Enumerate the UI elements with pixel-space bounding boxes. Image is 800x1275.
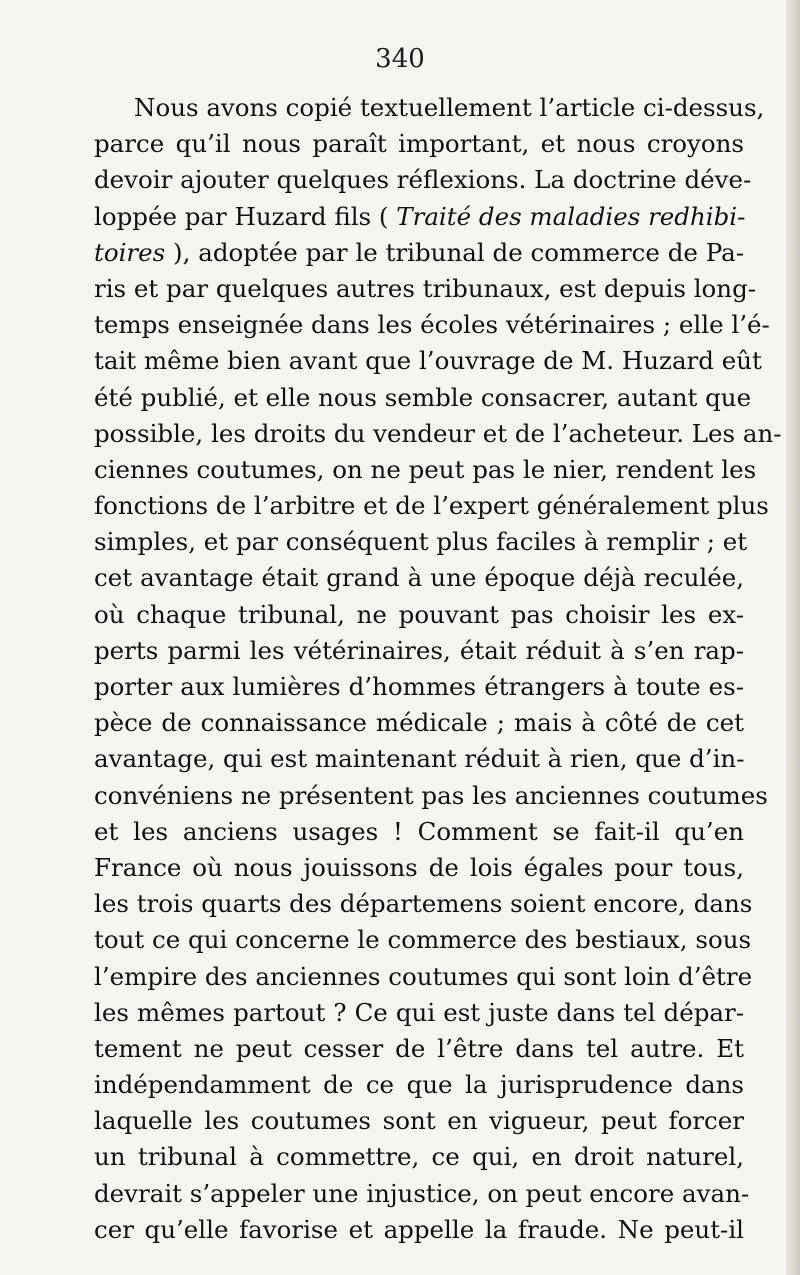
page-edge-shadow xyxy=(786,0,800,1275)
text-line: indépendamment de ce que la jurisprudence dans xyxy=(94,1070,744,1100)
body-text xyxy=(94,90,782,1248)
text-line: un tribunal à commettre, ce qui, en droit naturel, xyxy=(94,1142,744,1172)
text-line: ris et par quelques autres tribunaux, est depuis long- xyxy=(94,273,757,303)
text-line: Nous avons copié textuellement l’article ci-dessus, xyxy=(134,93,765,122)
page-number: 340 xyxy=(375,44,425,74)
text-line: où chaque tribunal, ne pouvant pas choisir les ex- xyxy=(94,599,744,629)
text-line: cet avantage était grand à une époque déjà reculée, xyxy=(94,563,744,593)
text-line: convéniens ne présentent pas les anciennes coutumes xyxy=(94,780,768,810)
text-line: parce qu’il nous paraît important, et nous croyons xyxy=(94,129,744,159)
text-line: les mêmes partout ? Ce qui est juste dans tel dépar- xyxy=(94,997,744,1027)
text-line: ciennes coutumes, on ne peut pas le nier, rendent les xyxy=(94,454,757,484)
text-line: les trois quarts des départemens soient encore, dans xyxy=(94,889,753,919)
text-line: été publié, et elle nous semble consacrer, autant que xyxy=(94,382,752,412)
text-line: temps enseignée dans les écoles vétérinaires ; elle l’é- xyxy=(94,310,770,340)
text-line-with-italic-title xyxy=(94,199,744,235)
text-line: l’empire des anciennes coutumes qui sont loin d’être xyxy=(94,961,753,991)
text-line: possible, les droits du vendeur et de l’acheteur. Les an- xyxy=(94,418,782,448)
text-line: France où nous jouissons de lois égales pour tous, xyxy=(94,852,744,882)
text-fragment: loppée par Huzard fils ( xyxy=(94,201,397,231)
text-line: perts parmi les vétérinaires, était réduit à s’en rap- xyxy=(94,635,744,665)
text-line: laquelle les coutumes sont en vigueur, peut forcer xyxy=(94,1106,744,1136)
text-line: tement ne peut cesser de l’être dans tel autre. Et xyxy=(94,1033,744,1063)
text-line: simples, et par conséquent plus faciles à remplir ; et xyxy=(94,527,748,557)
text-line: fonctions de l’arbitre et de l’expert généralement plus xyxy=(94,491,769,521)
book-title-italic: toires xyxy=(94,237,166,267)
text-line: pèce de connaissance médicale ; mais à côté de cet xyxy=(94,708,744,738)
text-line: avantage, qui est maintenant réduit à rien, que d’in- xyxy=(94,744,745,774)
text-line: devrait s’appeler une injustice, on peut encore avan- xyxy=(94,1178,750,1208)
text-fragment: ), adoptée par le tribunal de commerce de Pa- xyxy=(165,237,744,267)
text-line: devoir ajouter quelques réflexions. La doctrine déve- xyxy=(94,165,752,195)
book-title-italic: Traité des maladies redhibi- xyxy=(396,201,746,231)
text-line: tait même bien avant que l’ouvrage de M. Huzard eût xyxy=(94,346,762,376)
text-line: et les anciens usages ! Comment se fait-il qu’en xyxy=(94,816,744,846)
text-line: tout ce qui concerne le commerce des bestiaux, sous xyxy=(94,925,752,955)
text-line: cer qu’elle favorise et appelle la fraude. Ne peut-il xyxy=(94,1214,744,1244)
text-line: porter aux lumières d’hommes étrangers à toute es- xyxy=(94,672,744,701)
text-line-with-italic-title xyxy=(94,235,744,271)
